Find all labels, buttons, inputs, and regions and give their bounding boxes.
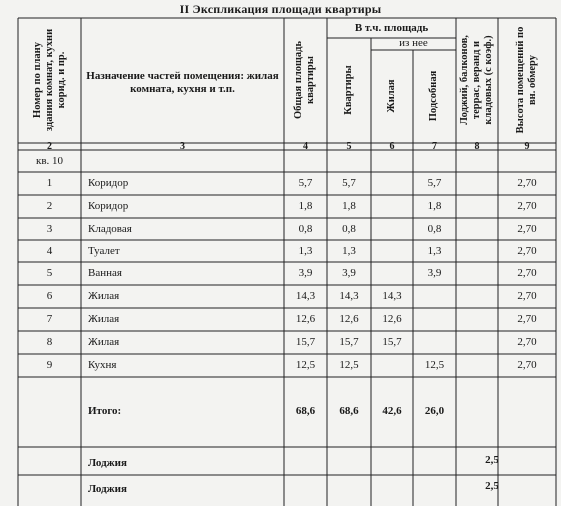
room-number: 4 (46, 245, 53, 257)
room-apartment-area: 12,5 (339, 359, 359, 371)
room-total-area: 12,6 (295, 313, 316, 325)
header-including-area: В т.ч. площадь (354, 22, 429, 34)
room-height: 2,70 (517, 313, 537, 325)
loggia-name: Лоджия (88, 483, 127, 495)
room-height: 2,70 (517, 267, 537, 279)
room-apartment-area: 12,6 (339, 313, 359, 325)
col-number: 6 (389, 141, 395, 152)
room-aux-area: 12,5 (424, 359, 445, 371)
room-purpose: Коридор (88, 200, 129, 212)
room-total-area: 3,9 (298, 267, 313, 279)
room-apartment-area: 1,8 (342, 200, 356, 212)
room-total-area: 1,3 (298, 245, 313, 257)
room-purpose: Кухня (88, 359, 117, 371)
room-total-area: 12,5 (295, 359, 316, 371)
room-height: 2,70 (517, 245, 537, 257)
page-title: II Экспликация площади квартиры (179, 2, 382, 16)
loggia-area: 2,5 (485, 454, 499, 466)
room-height: 2,70 (517, 290, 537, 302)
room-height: 2,70 (517, 177, 537, 189)
header-aux-area: Подсобная (428, 70, 439, 122)
room-purpose: Жилая (88, 336, 120, 348)
header-room-purpose: Назначение частей помещения: жилая комната, кухня и т.п. (86, 70, 279, 95)
room-total-area: 1,8 (298, 200, 313, 212)
header-ceiling-height: Высота помещений по вн. обмеру (515, 26, 538, 134)
total-label: Итого: (88, 405, 122, 417)
col-number: 4 (303, 141, 308, 152)
room-apartment-area: 0,8 (342, 223, 356, 235)
room-purpose: Кладовая (88, 223, 132, 235)
room-living-area: 15,7 (382, 336, 402, 348)
room-apartment-area: 1,3 (342, 245, 356, 257)
room-purpose: Коридор (88, 177, 129, 189)
col-number: 5 (346, 141, 352, 152)
room-height: 2,70 (517, 359, 537, 371)
room-living-area: 12,6 (382, 313, 402, 325)
header-of-which: из нее (399, 37, 428, 49)
col-number: 7 (432, 141, 437, 152)
room-number: 9 (46, 359, 53, 371)
room-aux-area: 1,3 (427, 245, 442, 257)
room-number: 1 (46, 177, 53, 189)
room-number: 6 (46, 290, 53, 302)
header-loggia-area: Лоджий, балконов, террас, веранд и кладовых (с коэф.) (459, 35, 494, 125)
room-number: 7 (46, 313, 53, 325)
room-height: 2,70 (517, 223, 537, 235)
header-apartment-area: Квартиры (343, 65, 354, 115)
loggia-name: Лоджия (88, 457, 127, 469)
room-purpose: Туалет (88, 245, 120, 257)
room-purpose: Ванная (88, 267, 122, 279)
total-apartment-sum: 68,6 (339, 405, 359, 417)
room-total-area: 14,3 (295, 290, 316, 302)
total-aux-sum: 26,0 (424, 405, 445, 417)
room-living-area: 14,3 (382, 290, 402, 302)
room-aux-area: 1,8 (427, 200, 442, 212)
room-number: 2 (46, 200, 53, 212)
room-apartment-area: 14,3 (339, 290, 359, 302)
room-total-area: 0,8 (298, 223, 313, 235)
room-aux-area: 0,8 (427, 223, 442, 235)
room-purpose: Жилая (88, 313, 120, 325)
col-number: 2 (47, 141, 52, 152)
room-number: 5 (46, 267, 53, 279)
room-purpose: Жилая (88, 290, 120, 302)
total-living-sum: 42,6 (382, 405, 402, 417)
room-number: 8 (46, 336, 53, 348)
room-height: 2,70 (517, 336, 537, 348)
room-total-area: 15,7 (295, 336, 316, 348)
room-total-area: 5,7 (298, 177, 313, 189)
room-aux-area: 5,7 (427, 177, 442, 189)
apartment-label: кв. 10 (35, 155, 64, 167)
room-apartment-area: 5,7 (342, 177, 356, 189)
room-aux-area: 3,9 (427, 267, 442, 279)
total-area-sum: 68,6 (295, 405, 316, 417)
loggia-area: 2,5 (485, 480, 499, 492)
header-living-area: Жилая (386, 79, 397, 113)
room-number: 3 (46, 223, 53, 235)
header-total-area: Общая площадь квартиры (293, 41, 316, 120)
room-height: 2,70 (517, 200, 537, 212)
room-apartment-area: 3,9 (342, 267, 356, 279)
col-number: 3 (180, 141, 185, 152)
header-room-number: Номер по плану здания комнат, кухни корид. и пр. (32, 28, 67, 132)
col-number: 8 (474, 141, 480, 152)
col-number: 9 (524, 141, 530, 152)
room-apartment-area: 15,7 (339, 336, 359, 348)
